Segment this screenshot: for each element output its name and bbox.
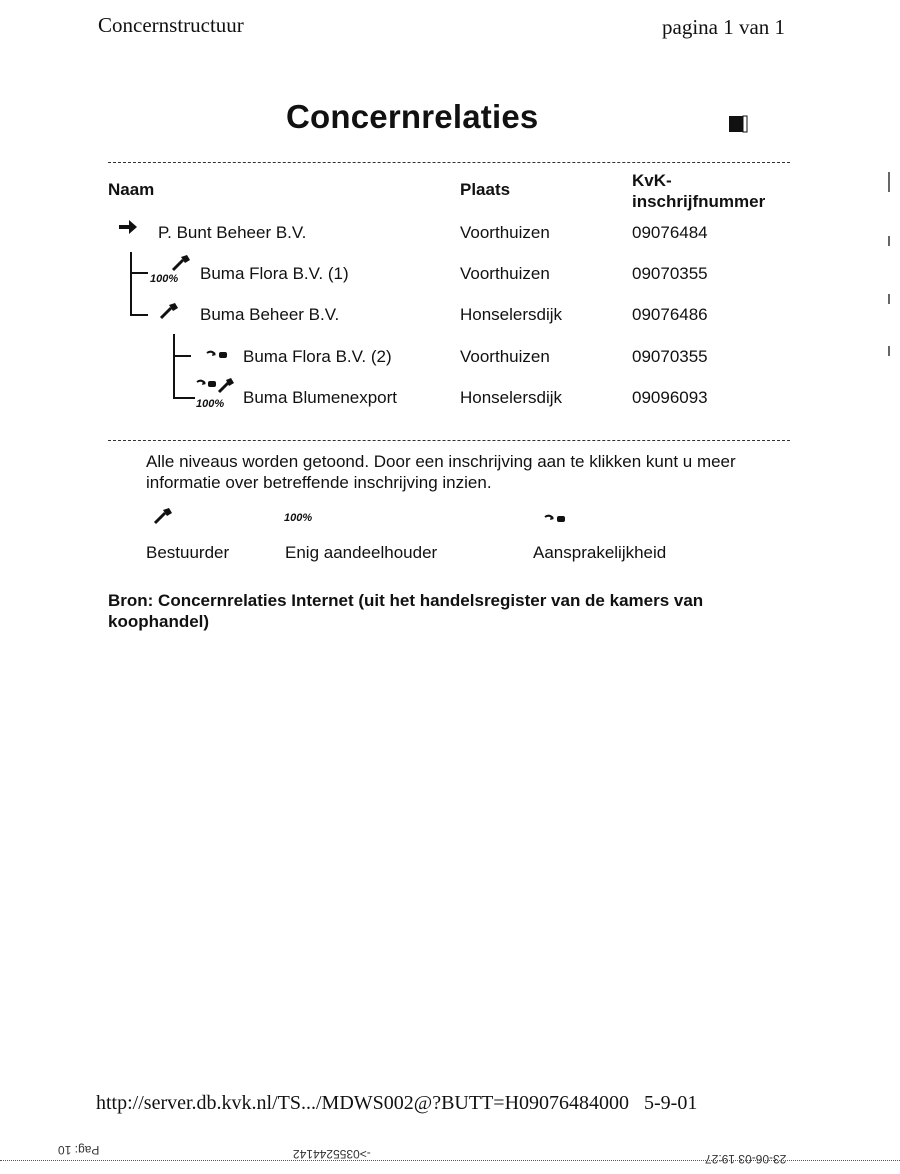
shareholder-percentage: 100% [196,398,225,410]
company-kvk-number: 09096093 [632,388,708,407]
fax-datetime: 23-06-03 19:27 [705,1152,787,1166]
legend-liability-label: Aansprakelijkheid [533,543,667,562]
director-icon [152,505,174,525]
liability-icon [205,349,229,361]
column-header-kvk [632,170,765,212]
column-header-name: Naam [108,180,155,199]
info-note: Alle niveaus worden getoond. Door een inschrijving aan te klikken kunt u meer informatie over betreffende inschrijving inzien. [146,452,736,492]
tree-connector [130,252,132,315]
footer-url-text: http://server.db.kvk.nl/TS.../MDWS002@?BUTT=H09076484000 [96,1092,630,1114]
scan-mark [888,346,890,356]
scan-mark [888,172,890,192]
company-name-link[interactable]: Buma Blumenexport [243,388,398,407]
shareholder-percentage: 100% [150,273,179,285]
print-icon[interactable] [728,115,748,133]
column-header-place: Plaats [460,180,511,199]
page-indicator: pagina 1 van 1 [662,15,786,39]
company-kvk-number: 09076486 [632,305,708,324]
source-note: Bron: Concernrelaties Internet (uit het handelsregister van de kamers van koophandel) [108,591,704,631]
director-icon [170,252,192,272]
company-kvk-number: 09070355 [632,347,708,366]
tree-connector [130,314,148,316]
director-icon [158,300,180,320]
bottom-divider [108,440,790,441]
company-name-link[interactable]: Buma Flora B.V. (2) [243,347,392,366]
tree-connector [173,397,195,399]
company-place: Voorthuizen [460,223,550,242]
tree-connector [173,355,191,357]
page-title: Concernrelaties [286,98,539,135]
arrow-icon [118,219,138,235]
legend-shareholder-label: Enig aandeelhouder [285,543,438,562]
company-place: Voorthuizen [460,347,550,366]
company-kvk-number: 09070355 [632,264,708,283]
fax-page-number: Pag: 10 [58,1143,100,1157]
shareholder-legend-symbol: 100% [284,512,313,524]
footer-url [96,1092,697,1115]
company-place: Honselersdijk [460,388,563,407]
footer-date: 5-9-01 [644,1092,698,1114]
company-place: Honselersdijk [460,305,563,324]
tree-connector [173,334,175,398]
column-header-kvk-line1: KvK- [632,171,672,190]
company-name-link[interactable]: Buma Beheer B.V. [200,305,340,324]
scan-mark [888,236,890,246]
company-place: Voorthuizen [460,264,550,283]
document-header-title: Concernstructuur [98,13,244,37]
legend-director-label: Bestuurder [146,543,230,562]
fax-sender-number: ->0355244142 [293,1147,371,1161]
company-name-link[interactable]: P. Bunt Beheer B.V. [158,223,307,242]
company-kvk-number: 09076484 [632,223,708,242]
company-name-link[interactable]: Buma Flora B.V. (1) [200,264,349,283]
liability-icon [543,513,567,525]
liability-director-icon [195,376,237,394]
scan-mark [888,294,890,304]
top-divider [108,162,790,163]
tree-connector [130,272,148,274]
column-header-kvk-line2: inschrijfnummer [632,192,766,211]
